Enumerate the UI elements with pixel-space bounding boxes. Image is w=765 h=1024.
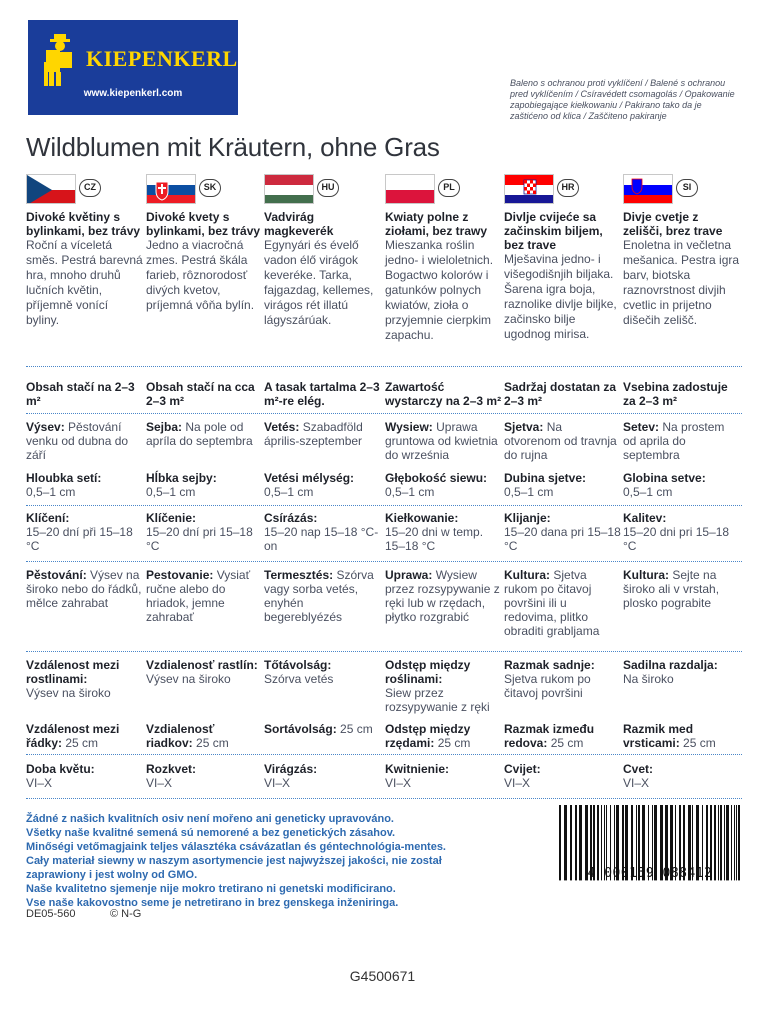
row-spacing-value: 25 cm: [550, 736, 584, 750]
quality-disclaimer: [26, 812, 504, 910]
plant-spacing-info: [504, 658, 622, 700]
language-column-hr: [504, 174, 622, 342]
cultivation-info: [504, 568, 622, 638]
depth-label: Hĺbka sejby:: [146, 471, 217, 485]
country-code-badge: SK: [199, 179, 221, 197]
depth-value: 0,5–1 cm: [26, 485, 76, 499]
sowing-label: Setev:: [623, 420, 660, 434]
germination-info: [623, 511, 741, 553]
row-spacing-info: [385, 722, 503, 750]
language-column-pl: [385, 174, 503, 343]
language-column-si: [623, 174, 741, 328]
content-coverage: Zawartość wystarczy na 2–3 m²: [385, 380, 502, 408]
section-divider: [26, 798, 742, 799]
row-spacing-info: [623, 722, 741, 750]
row-spacing-value: 25 cm: [683, 736, 716, 750]
bloom-label: Virágzás:: [264, 762, 318, 776]
language-column-hu: [264, 174, 382, 328]
section-divider: [26, 651, 742, 652]
brand-name: KIEPENKERL: [86, 46, 238, 71]
sowing-value: Uprawa gruntowa od kwietnia do września: [385, 420, 498, 462]
disclaimer-line: Všetky naše kvalitné semená sú nemorené a bez genetických zásahov.: [26, 827, 396, 839]
germination-info: [146, 511, 264, 553]
content-coverage: Vsebina zadostuje za 2–3 m²: [623, 380, 728, 408]
germination-info: [264, 511, 382, 553]
bloom-info: [146, 762, 264, 790]
plant-spacing-value: Výsev na široko: [146, 672, 231, 686]
sowing-info: [385, 420, 503, 462]
germination-label: Kiełkowanie:: [385, 511, 459, 525]
depth-info: [26, 471, 144, 499]
cultivation-value: Wysiew przez rozsypywanie z ręki lub w rzędach, płytko rozgrabić: [385, 568, 500, 624]
row-spacing-label: Vzdálenost mezi řádky:: [26, 722, 120, 750]
germination-label: Klijanje:: [504, 511, 551, 525]
plant-spacing-value: Výsev na široko: [26, 686, 111, 700]
barcode-number: 4 000159 088412: [587, 866, 713, 881]
disclaimer-line: Cały materiał siewny w naszym asortymencie jest najwyższej jakości, nie został: [26, 855, 442, 867]
disclaimer-line: Minőségi vetőmagjaink teljes választéka csávázatlan és géntechnológia-mentes.: [26, 841, 446, 853]
depth-label: Vetési mélység:: [264, 471, 355, 485]
plant-spacing-info: [264, 658, 382, 686]
row-spacing-info: [504, 722, 622, 750]
bloom-info: [504, 762, 622, 790]
product-description: Egynyári és évelő vadon élő virágok keveréke. Tarka, fajgazdag, kellemes, virágos rét illatú lágyszárúak.: [264, 238, 374, 327]
cultivation-info: [385, 568, 503, 624]
depth-value: 0,5–1 cm: [504, 485, 554, 499]
cultivation-value: Vysiať ručne alebo do hriadok, jemne zahrabať: [146, 568, 251, 624]
depth-label: Dubina sjetve:: [504, 471, 587, 485]
bloom-label: Rozkvet:: [146, 762, 197, 776]
germination-value: 15–20 dana pri 15–18 °C: [504, 525, 621, 553]
plant-spacing-label: Odstęp między roślinami:: [385, 658, 471, 686]
depth-value: 0,5–1 cm: [146, 485, 196, 499]
sowing-info: [264, 420, 382, 448]
bloom-label: Cvet:: [623, 762, 654, 776]
product-description: Enoletna in večletna mešanica. Pestra igra barv, biotska raznovrstnost divjih cvetlic in prijetno dišečih zelišč.: [623, 238, 740, 327]
sowing-value: Na otvorenom od travnja do rujna: [504, 420, 617, 462]
row-spacing-info: [26, 722, 144, 750]
product-description: Jedno a viacročná zmes. Pestrá škála farieb, rôznorodosť divých kvetov, príjemná vôňa bylín.: [146, 238, 255, 312]
germination-value: 15–20 dní pri 15–18 °C: [146, 525, 253, 553]
cultivation-label: Pěstování:: [26, 568, 87, 582]
row-spacing-label: Sortávolság:: [264, 722, 337, 736]
plant-spacing-value: Na široko: [623, 672, 674, 686]
slovenian-flag-icon: [623, 174, 673, 204]
country-code-badge: CZ: [79, 179, 101, 197]
plant-spacing-label: Tőtávolság:: [264, 658, 332, 672]
depth-value: 0,5–1 cm: [623, 485, 673, 499]
plant-spacing-value: Siew przez rozsypywanie z ręki: [385, 686, 490, 714]
row-spacing-value: 25 cm: [437, 736, 471, 750]
depth-label: Globina setve:: [623, 471, 706, 485]
bloom-label: Doba květu:: [26, 762, 95, 776]
disclaimer-line: Naše kvalitetno sjemenje nije mokro tretirano ni genetski modificirano.: [26, 883, 396, 895]
product-description: Mieszanka roślin jedno- i wieloletnich. Bogactwo kolorów i gatunków polnych kwiatów, zioła o przyjemnie cierpkim zapachu.: [385, 238, 494, 342]
section-divider: [26, 754, 742, 755]
germination-value: 15–20 nap 15–18 °C-on: [264, 525, 379, 553]
copyright: © N-G: [110, 908, 142, 920]
depth-info: [504, 471, 622, 499]
germination-info: [26, 511, 144, 553]
plant-spacing-label: Vzdálenost mezi rostlinami:: [26, 658, 120, 686]
germination-info: [385, 511, 503, 553]
bloom-info: [264, 762, 382, 790]
bloom-value: VI–X: [385, 776, 412, 790]
croatian-flag-icon: [504, 174, 554, 204]
cultivation-info: [26, 568, 144, 610]
sowing-info: [504, 420, 622, 462]
country-code-badge: HU: [317, 179, 339, 197]
content-coverage: Obsah stačí na cca 2–3 m²: [146, 380, 255, 408]
country-code-badge: PL: [438, 179, 460, 197]
language-column-sk: [146, 174, 264, 313]
sowing-value: Na pole od apríla do septembra: [146, 420, 253, 448]
germination-info: [504, 511, 622, 553]
depth-label: Hloubka setí:: [26, 471, 102, 485]
bloom-value: VI–X: [26, 776, 53, 790]
bloom-label: Kwitnienie:: [385, 762, 450, 776]
brand-logo: [28, 20, 238, 115]
bloom-value: VI–X: [623, 776, 650, 790]
row-spacing-label: Odstęp między rzędami:: [385, 722, 471, 750]
cultivation-info: [623, 568, 741, 610]
product-name: Kwiaty polne z ziołami, bez trawy: [385, 210, 488, 238]
page-title: Wildblumen mit Kräutern, ohne Gras: [26, 132, 440, 162]
cultivation-value: Szórva vagy sorba vetés, enyhén begereblyézés: [264, 568, 374, 624]
plant-spacing-info: [26, 658, 144, 700]
sowing-value: Pěstování venku od dubna do září: [26, 420, 129, 462]
product-code: G4500671: [349, 968, 416, 984]
germination-value: 15–20 dní při 15–18 °C: [26, 525, 133, 553]
country-code-badge: HR: [557, 179, 579, 197]
polish-flag-icon: [385, 174, 435, 204]
row-spacing-info: [264, 722, 382, 736]
plant-spacing-info: [385, 658, 503, 714]
row-spacing-label: Vzdialenosť riadkov:: [146, 722, 215, 750]
germination-label: Klíčenie:: [146, 511, 197, 525]
bloom-value: VI–X: [504, 776, 531, 790]
product-name: Divje cvetje z zelišči, brez trave: [623, 210, 723, 238]
depth-label: Głębokość siewu:: [385, 471, 488, 485]
cultivation-value: Sejte na široko ali v vrstah, plosko pograbite: [623, 568, 720, 610]
cultivation-info: [146, 568, 264, 624]
content-coverage: Obsah stačí na 2–3 m²: [26, 380, 135, 408]
depth-info: [623, 471, 741, 499]
plant-spacing-value: Szórva vetés: [264, 672, 334, 686]
depth-info: [146, 471, 264, 499]
plant-spacing-label: Vzdialenosť rastlín:: [146, 658, 258, 672]
germination-label: Csírázás:: [264, 511, 318, 525]
depth-value: 0,5–1 cm: [385, 485, 435, 499]
sowing-label: Sejba:: [146, 420, 183, 434]
plant-spacing-label: Sadilna razdalja:: [623, 658, 718, 672]
section-divider: [26, 561, 742, 562]
bloom-value: VI–X: [264, 776, 291, 790]
kiepenkerl-figure-icon: [40, 32, 80, 88]
sowing-label: Wysiew:: [385, 420, 433, 434]
czech-flag-icon: [26, 174, 76, 204]
product-name: Divoké květiny s bylinkami, bez trávy: [26, 210, 141, 238]
product-name: Divlje cvijeće sa začinskim biljem, bez trave: [504, 210, 603, 252]
packaging-note: Baleno s ochranou proti vyklíčení / Balené s ochranou pred vyklíčením / Csíravédett csomagolás / Opakowanie zapobiegające kiełkowaniu / Pakirano tako da je zaštićeno od klica / Zaščiteno pakiranje: [510, 78, 735, 121]
depth-value: 0,5–1 cm: [264, 485, 314, 499]
content-coverage: Sadržaj dostatan za 2–3 m²: [504, 380, 617, 408]
cultivation-label: Uprawa:: [385, 568, 433, 582]
plant-spacing-info: [623, 658, 741, 686]
bloom-info: [26, 762, 144, 790]
sowing-label: Vetés:: [264, 420, 300, 434]
cultivation-value: Výsev na široko nebo do řádků, mělce zahrabat: [26, 568, 142, 610]
section-divider: [26, 413, 742, 414]
plant-spacing-label: Razmak sadnje:: [504, 658, 595, 672]
disclaimer-line: zaprawiony i jest wolny od GMO.: [26, 869, 198, 881]
country-code-badge: SI: [676, 179, 698, 197]
bloom-info: [623, 762, 741, 790]
germination-value: 15–20 dni w temp. 15–18 °C: [385, 525, 484, 553]
cultivation-info: [264, 568, 382, 624]
sowing-value: Szabadföld április-szeptember: [264, 420, 363, 448]
cultivation-label: Pestovanie:: [146, 568, 214, 582]
language-column-cz: [26, 174, 144, 328]
cultivation-label: Kultura:: [504, 568, 550, 582]
row-spacing-value: 25 cm: [340, 722, 373, 736]
product-name: Divoké kvety s bylinkami, bez trávy: [146, 210, 261, 238]
bloom-label: Cvijet:: [504, 762, 541, 776]
sowing-label: Sjetva:: [504, 420, 544, 434]
bloom-value: VI–X: [146, 776, 173, 790]
brand-url[interactable]: www.kiepenkerl.com: [83, 88, 183, 99]
row-spacing-label: Razmak između redova:: [504, 722, 595, 750]
sowing-value: Na prostem od aprila do septembra: [623, 420, 725, 462]
depth-info: [385, 471, 503, 499]
cultivation-value: Sjetva rukom po čitavoj površini ili u redovima, plitko obraditi grabljama: [504, 568, 600, 638]
slovak-flag-icon: [146, 174, 196, 204]
product-description: Roční a víceletá směs. Pestrá barevná hra, mnoho druhů lučních květin, příjemně vonící byliny.: [26, 238, 143, 327]
section-divider: [26, 366, 742, 367]
depth-info: [264, 471, 382, 499]
sowing-info: [146, 420, 264, 448]
sowing-info: [623, 420, 741, 462]
germination-value: 15–20 dni pri 15–18 °C: [623, 525, 730, 553]
hungarian-flag-icon: [264, 174, 314, 204]
row-spacing-value: 25 cm: [65, 736, 99, 750]
content-coverage: A tasak tartalma 2–3 m²-re elég.: [264, 380, 380, 408]
row-spacing-label: Razmik med vrsticami:: [623, 722, 694, 750]
row-spacing-info: [146, 722, 264, 750]
disclaimer-line: Vse naše kakovostno seme je netretirano in brez genskega inženiringa.: [26, 897, 399, 909]
sowing-label: Výsev:: [26, 420, 65, 434]
product-name: Vadvirág magkeverék: [264, 210, 334, 238]
plant-spacing-info: [146, 658, 264, 686]
plant-spacing-value: Sjetva rukom po čitavoj površini: [504, 672, 591, 700]
section-divider: [26, 505, 742, 506]
row-spacing-value: 25 cm: [196, 736, 229, 750]
product-description: Mješavina jedno- i višegodišnjih biljaka. Šarena igra boja, raznolike divlje biljke, začinsko bilje ugodnog mirisa.: [504, 252, 617, 341]
germination-label: Kalitev:: [623, 511, 667, 525]
bloom-info: [385, 762, 503, 790]
cultivation-label: Termesztés:: [264, 568, 334, 582]
germination-label: Klíčení:: [26, 511, 70, 525]
reference-code: DE05-560: [26, 908, 76, 920]
disclaimer-line: Žádné z našich kvalitních osiv není mořeno ani geneticky upravováno.: [26, 813, 394, 825]
cultivation-label: Kultura:: [623, 568, 669, 582]
sowing-info: [26, 420, 144, 462]
